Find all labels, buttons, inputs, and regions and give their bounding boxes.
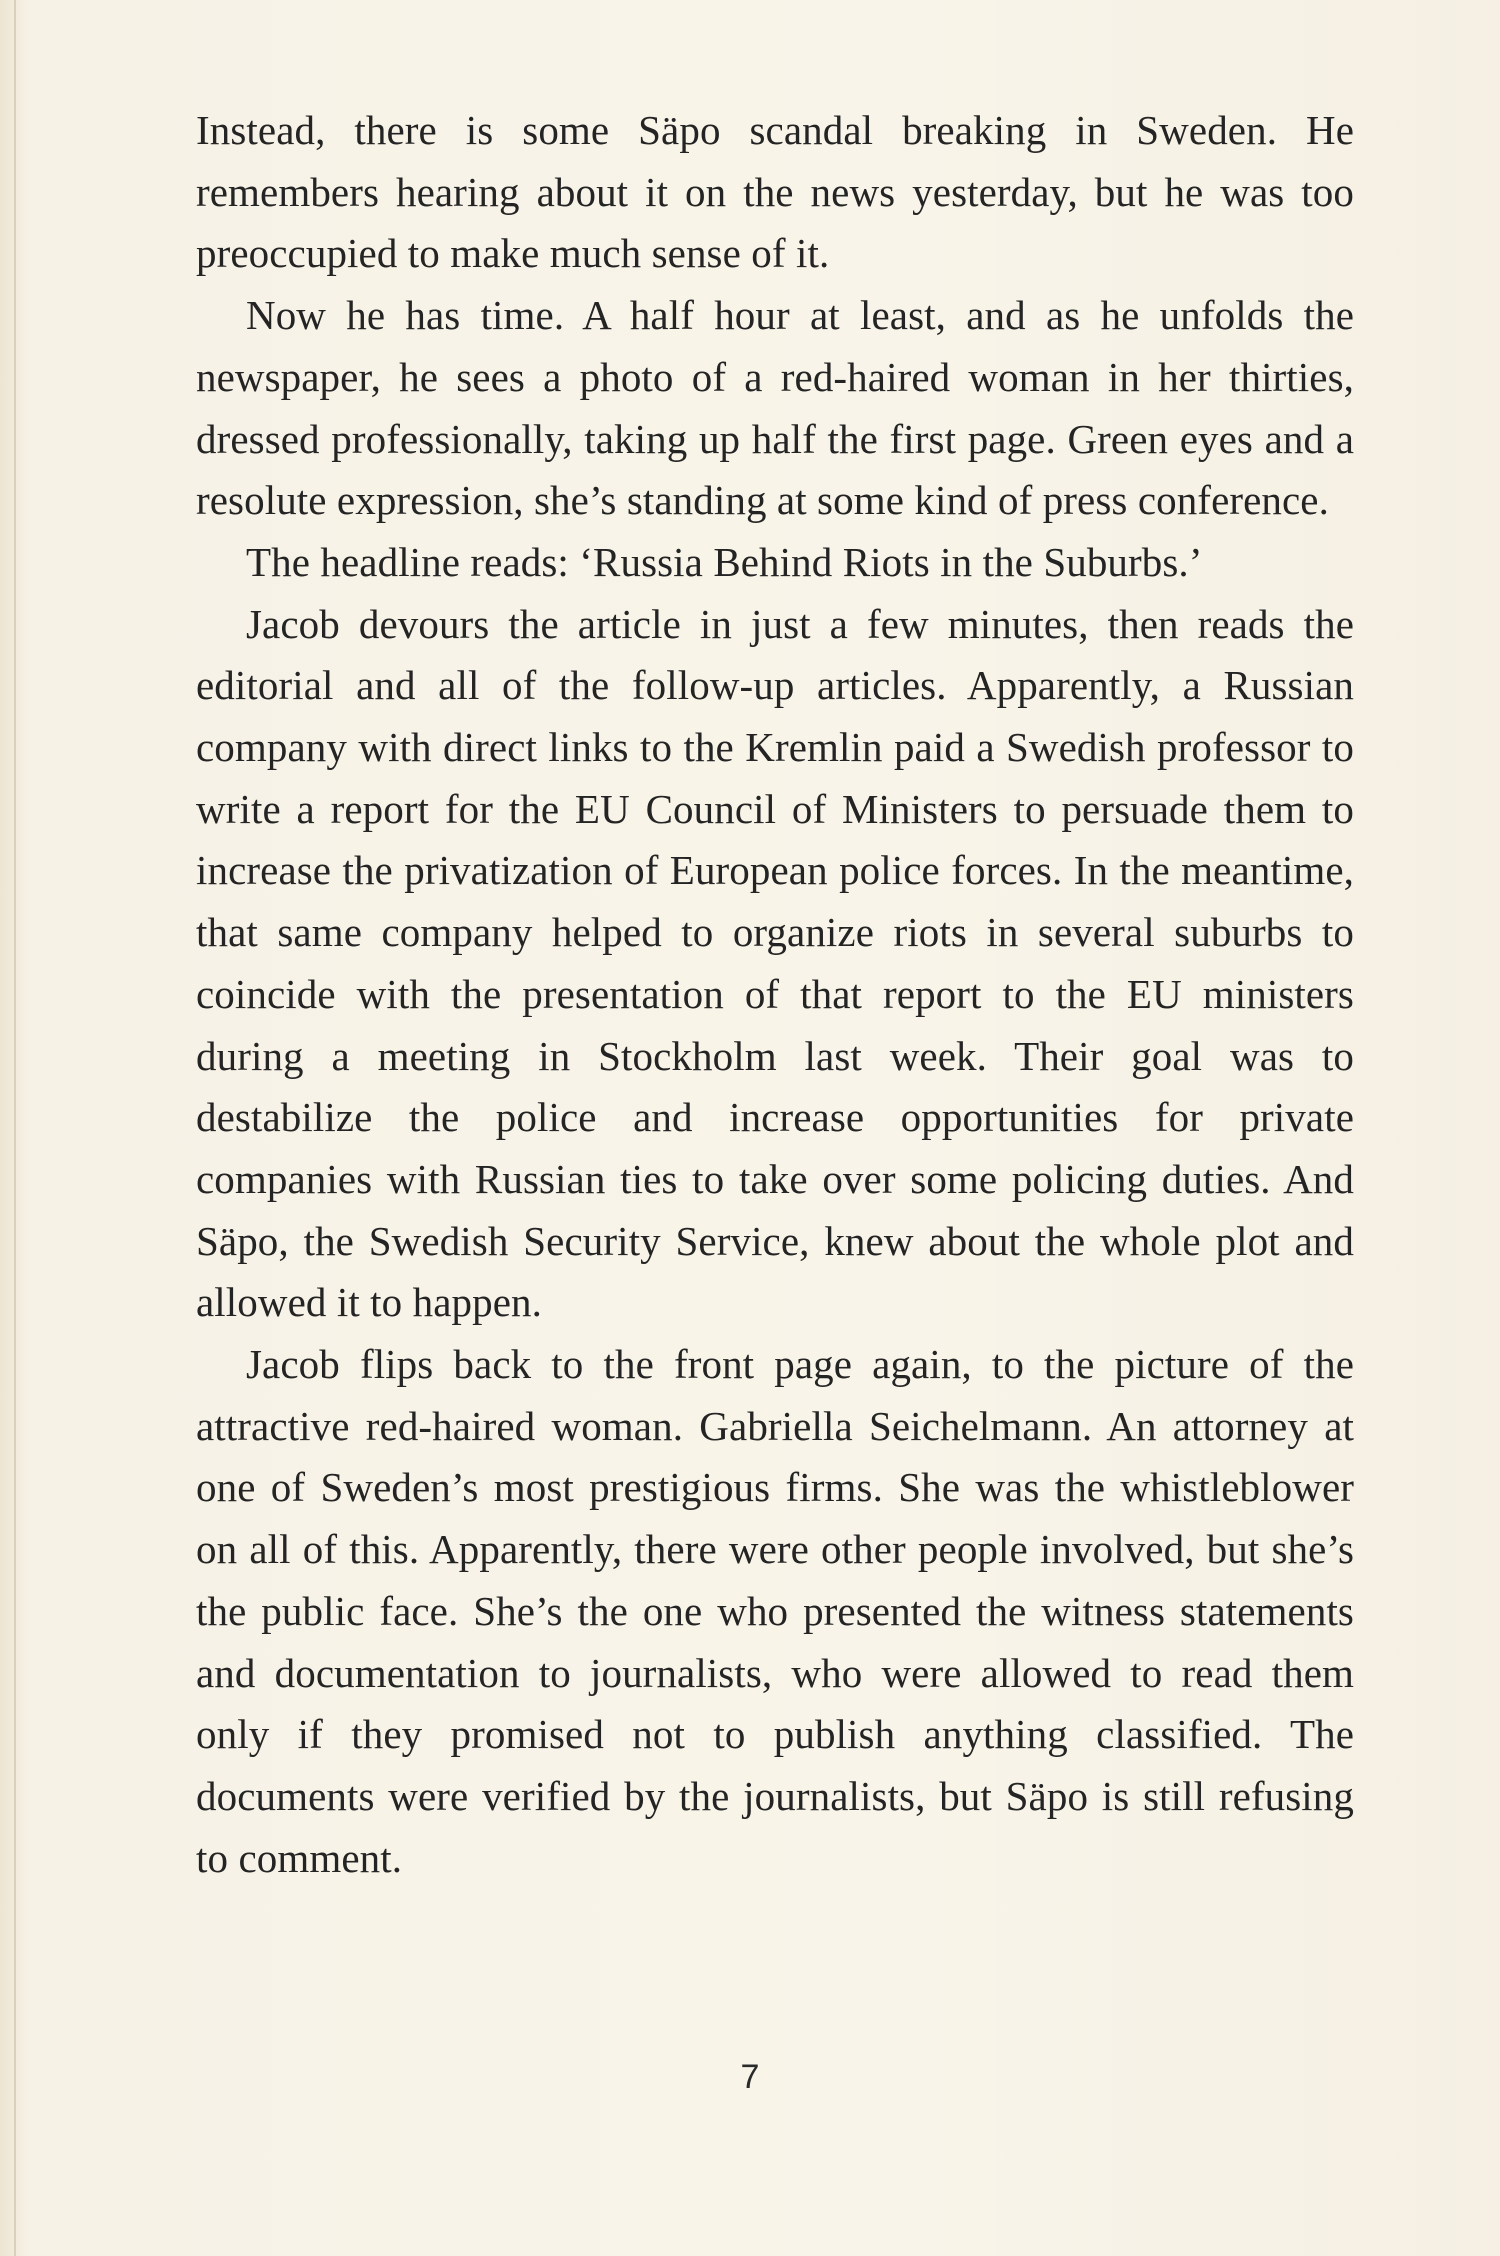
- paragraph: Now he has time. A half hour at least, and as he unfolds the newspaper, he sees a photo of a red-haired woman in her thirties, dressed professionally, taking up half the first page. Green eyes and a resolute expression, she’s standing at some kind of press conference.: [196, 292, 1354, 524]
- paragraph: Jacob devours the article in just a few minutes, then reads the editorial and all of the follow-up articles. Apparently, a Russian company with direct links to the Kremlin paid a Swedish professor to write a report for the EU Council of Ministers to persuade them to increase the privatization of European police forces. In the meantime, that same company helped to organize riots in several suburbs to coincide with the presentation of that report to the EU ministers during a meeting in Stockholm last week. Their goal was to destabilize the police and increase opportunities for private companies with Russian ties to take over some policing duties. And Säpo, the Swedish Security Service, knew about the whole plot and allowed it to happen.: [196, 600, 1354, 1326]
- page-number: 7: [740, 2058, 760, 2096]
- page-gutter: [14, 0, 16, 2256]
- paragraph: The headline reads: ‘Russia Behind Riots in the Suburbs.’: [246, 538, 1203, 585]
- body-text: [196, 100, 1354, 1889]
- paragraph: Instead, there is some Säpo scandal breaking in Sweden. He remembers hearing about it on the news yesterday, but he was too preoccupied to make much sense of it.: [196, 107, 1354, 277]
- paragraph: Jacob flips back to the front page again, to the picture of the attractive red-haired woman. Gabriella Seichelmann. An attorney at one of Sweden’s most prestigious firms. She was the whistleblower on all of this. Apparently, there were other people involved, but she’s the public face. She’s the one who presented the witness statements and documentation to journalists, who were allowed to read them only if they promised not to publish anything classified. The documents were verified by the journalists, but Säpo is still refusing to comment.: [196, 1341, 1354, 1881]
